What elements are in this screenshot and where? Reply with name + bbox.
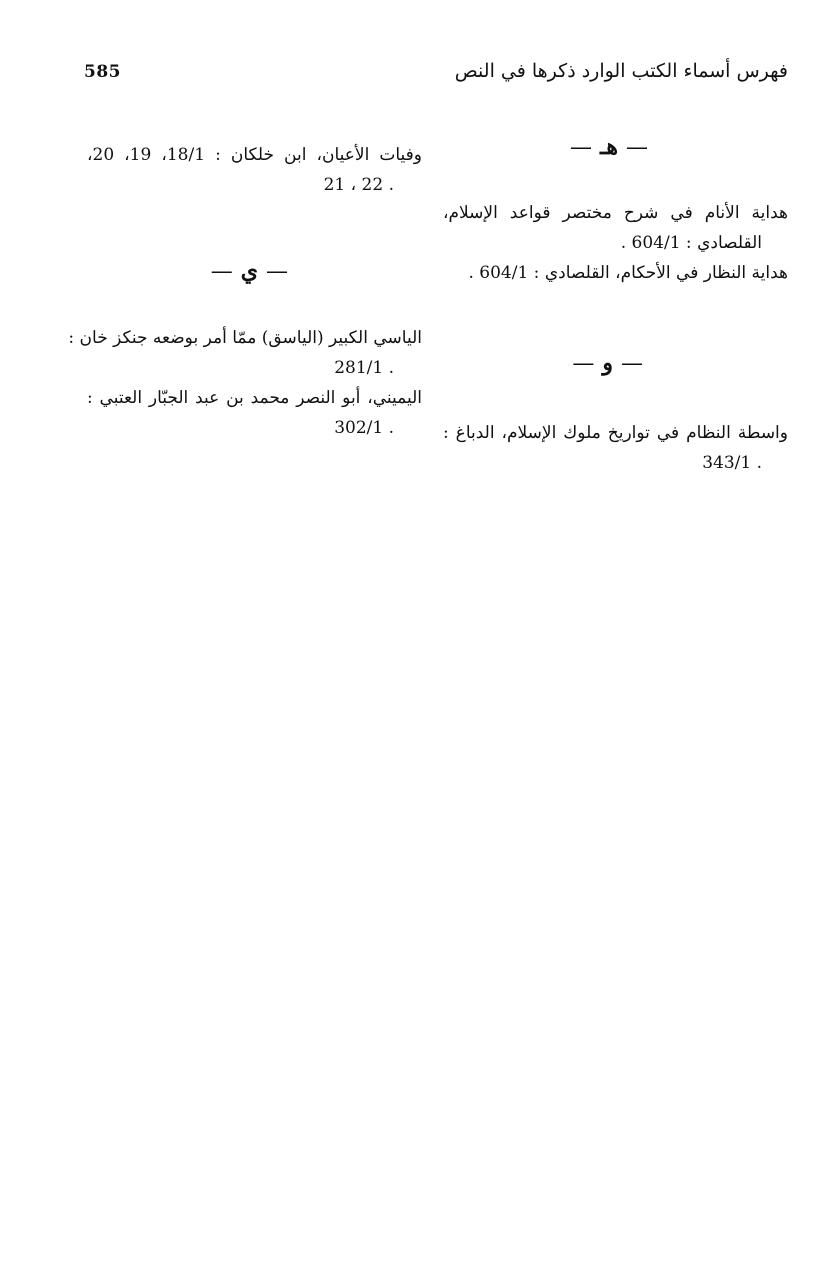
section-heading-heh: —هـ— [569, 134, 648, 160]
entry-line: . 22 ، 21 [323, 175, 394, 195]
index-entry-hidayat-al-nuzzar [443, 258, 788, 288]
index-entry-al-yamini [87, 383, 422, 443]
section-heading-yaa: —ي— [210, 258, 288, 284]
entry-line: هداية الأنام في شرح مختصر قواعد الإسلام، [443, 203, 788, 223]
section-letter-yaa: ي [240, 258, 258, 284]
entry-line: الياسي الكبير (الياسق) ممّا أمر بوضعه جنكز خان : [68, 328, 422, 348]
entry-line: . 281/1 [334, 358, 394, 378]
entry-line: . 302/1 [334, 418, 394, 438]
page-number: 585 [84, 62, 121, 82]
entry-line: القلصادي : 604/1 . [620, 233, 762, 253]
section-letter-heh: هـ [599, 134, 618, 160]
entry-line: اليميني، أبو النصر محمد بن عبد الجبّار العتبي : [87, 388, 422, 408]
entry-line: واسطة النظام في تواريخ ملوك الإسلام، الدباغ : [443, 423, 788, 443]
entry-line: هداية النظار في الأحكام، القلصادي : 604/1 . [468, 263, 788, 283]
entry-line: . 343/1 [702, 453, 762, 473]
entry-line: وفيات الأعيان، ابن خلكان : 18/1، 19، 20، [87, 145, 423, 165]
section-heading-waw: —و— [572, 350, 643, 376]
index-entry-wasitat-al-nizam [443, 418, 788, 478]
section-letter-waw: و [602, 350, 613, 376]
index-entry-wafayat-al-ayan [87, 140, 422, 200]
running-head: فهرس أسماء الكتب الوارد ذكرها في النص [454, 60, 788, 82]
index-entry-hidayat-al-anam [443, 198, 788, 258]
index-entry-al-yasi-al-kabir [68, 323, 422, 383]
